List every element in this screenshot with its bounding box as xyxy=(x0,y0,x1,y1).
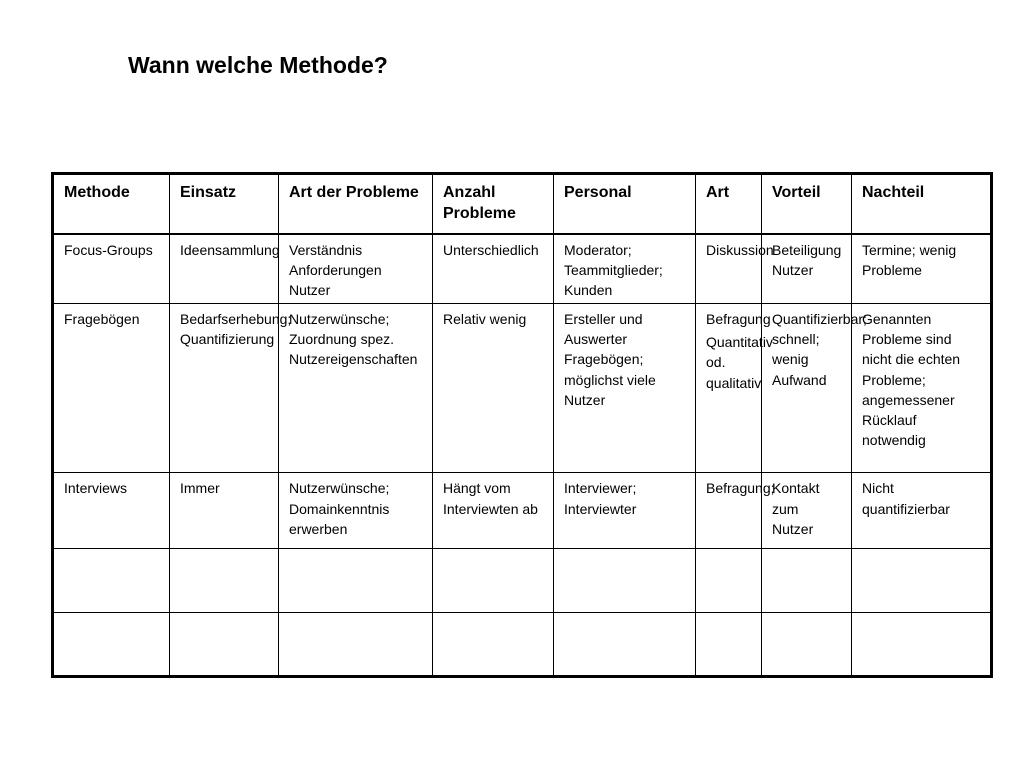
table-header-row xyxy=(53,174,992,234)
cell-einsatz xyxy=(170,548,279,612)
cell-vorteil xyxy=(762,548,852,612)
cell-art-der-probleme: Verständnis Anforderungen Nutzer xyxy=(279,234,433,304)
cell-art-der-probleme: Nutzerwünsche; Zuordnung spez. Nutzereigenschaften xyxy=(279,303,433,473)
cell-einsatz xyxy=(170,612,279,676)
cell-personal xyxy=(554,548,696,612)
cell-art-der-probleme: Nutzerwünsche; Domainkenntnis erwerben xyxy=(279,473,433,548)
cell-art-der-probleme xyxy=(279,612,433,676)
art-line: Befragung; xyxy=(706,480,775,497)
cell-anzahl-probleme: Unterschiedlich xyxy=(433,234,554,304)
column-header-art-der-probleme: Art der Probleme xyxy=(279,174,433,234)
page-title: Wann welche Methode? xyxy=(128,52,388,78)
cell-personal xyxy=(554,612,696,676)
cell-vorteil: Quantifizierbar; schnell; wenig Aufwand xyxy=(762,303,852,473)
column-header-nachteil: Nachteil xyxy=(852,174,992,234)
cell-nachteil xyxy=(852,548,992,612)
cell-art-der-probleme xyxy=(279,548,433,612)
cell-art xyxy=(696,234,774,304)
cell-einsatz: Immer xyxy=(170,473,279,548)
art-line: Befragung xyxy=(706,310,771,327)
table-row xyxy=(53,303,992,473)
cell-art xyxy=(696,548,762,612)
cell-nachteil xyxy=(852,612,992,676)
cell-vorteil: Beteiligung Nutzer xyxy=(762,234,852,304)
cell-personal: Interviewer; Interviewter xyxy=(554,473,696,548)
table-row xyxy=(53,612,992,676)
column-header-vorteil: Vorteil xyxy=(762,174,852,234)
cell-nachteil: Termine; wenig Probleme xyxy=(852,234,992,304)
cell-nachteil: Nicht quantifizierbar xyxy=(852,473,992,548)
cell-methode: Focus-Groups xyxy=(53,234,170,304)
column-header-personal: Personal xyxy=(554,174,696,234)
column-header-anzahl-probleme: Anzahl Probleme xyxy=(433,174,554,234)
cell-art xyxy=(696,473,775,548)
table-row xyxy=(53,234,992,304)
cell-vorteil: Kontakt zum Nutzer xyxy=(762,473,852,548)
cell-methode xyxy=(53,612,170,676)
cell-vorteil xyxy=(762,612,852,676)
table-row xyxy=(53,548,992,612)
art-line: Quantitativ od. qualitativ xyxy=(706,333,773,391)
cell-anzahl-probleme: Hängt vom Interviewten ab xyxy=(433,473,554,548)
cell-personal: Ersteller und Auswerter Fragebögen; möglichst viele Nutzer xyxy=(554,303,696,473)
cell-art xyxy=(696,303,773,473)
cell-art xyxy=(696,612,762,676)
cell-nachteil: Genannten Probleme sind nicht die echten Probleme; angemessener Rücklauf notwendig xyxy=(852,303,992,473)
cell-einsatz: Ideensammlung xyxy=(170,234,279,304)
cell-einsatz: Bedarfserhebung; Quantifizierung xyxy=(170,303,279,473)
methods-table xyxy=(51,172,993,678)
cell-methode xyxy=(53,548,170,612)
cell-anzahl-probleme xyxy=(433,612,554,676)
cell-personal: Moderator; Teammitglieder; Kunden xyxy=(554,234,696,304)
cell-anzahl-probleme xyxy=(433,548,554,612)
column-header-art: Art xyxy=(696,174,762,234)
cell-anzahl-probleme: Relativ wenig xyxy=(433,303,554,473)
art-line: Diskussion xyxy=(706,241,774,258)
table-row xyxy=(53,473,992,548)
cell-methode: Interviews xyxy=(53,473,170,548)
column-header-einsatz: Einsatz xyxy=(170,174,279,234)
cell-methode: Fragebögen xyxy=(53,303,170,473)
column-header-methode: Methode xyxy=(53,174,170,234)
